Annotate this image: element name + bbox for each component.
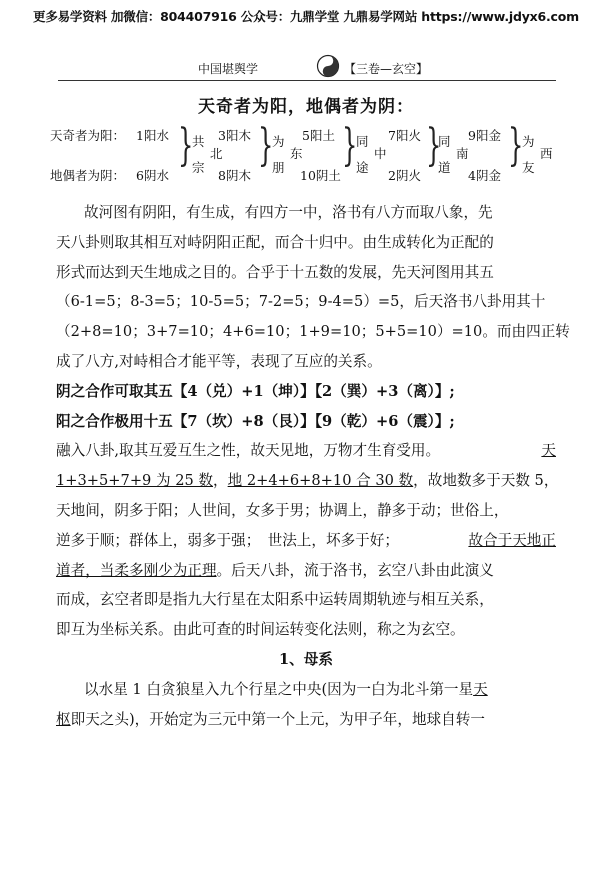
brace: }: [426, 120, 442, 171]
top-banner: 更多易学资料 加微信：804407916 公众号：九鼎学堂 九鼎易学网站 https://www.jdyx6.com: [33, 9, 579, 24]
group-char: 友: [522, 160, 535, 175]
direction-label: 东: [290, 146, 303, 161]
group-char: 同: [356, 134, 369, 149]
number-top: 5阳土: [302, 128, 335, 143]
brace: }: [508, 120, 524, 171]
number-bottom: 10阴土: [300, 168, 341, 183]
number-bottom: 2阴火: [388, 168, 421, 183]
hetu-table: [0, 120, 612, 190]
running-header: [58, 54, 556, 81]
row-label-earth: 地偶者为阴：: [50, 168, 126, 183]
underlined-text: 故合于天地正: [468, 531, 556, 549]
text-line: [56, 556, 556, 586]
group-char: 宗: [192, 160, 205, 175]
header-volume: 【三卷—玄空】: [344, 62, 429, 76]
text-segment: 即天之头)，开始定为三元中第一个上元，为甲子年，地球自转一: [70, 710, 485, 728]
yin-combination-line: 阴之合作可取其五【4（兑）+1（坤）】【2（巽）+3（离）】;: [56, 382, 455, 400]
underlined-text: 地 2+4+6+8+10 合 30 数: [227, 472, 414, 490]
brace: }: [258, 120, 274, 171]
page-title: 天奇者为阳，地偶者为阴：: [198, 97, 414, 117]
text-line: 故河图有阴阳，有生成，有四方一中，洛书有八方而取八象，先: [84, 204, 493, 221]
text-segment: 逆多于顺；群体上，弱多于强； 世法上，坏多于好；: [56, 531, 399, 549]
row-label-heaven: 天奇者为阳：: [50, 128, 126, 143]
yin-yang-logo-icon: [316, 54, 340, 78]
number-bottom: 4阴金: [468, 168, 501, 183]
text-line: [56, 705, 556, 735]
text-line: （2+8=10；3+7=10；4+6=10；1+9=10；5+5=10）=10。而由四正转: [56, 323, 570, 341]
number-top: 1阳水: [136, 128, 169, 143]
brace: }: [342, 120, 358, 171]
text-line: 形式而达到天生地成之目的。合乎于十五数的发展，先天河图用其五: [56, 263, 494, 281]
text-segment: 。后天八卦，流于洛书，玄空八卦由此演义: [216, 561, 494, 579]
text-line: （6-1=5；8-3=5；10-5=5；7-2=5；9-4=5）=5，后天洛书八卦用其十: [56, 293, 546, 311]
group-char: 道: [438, 160, 451, 175]
text-segment: ，故地数多于天数 5，: [413, 472, 559, 490]
underlined-text: 道者，当柔多刚少为正理: [56, 561, 217, 579]
text-line: 即互为坐标关系。由此可查的时间运转变化法则，称之为玄空。: [56, 621, 465, 639]
section-heading: 1、母系: [279, 650, 333, 668]
underlined-text: 天: [541, 442, 556, 460]
text-line: [56, 675, 556, 705]
text-line: 成了八方,对峙相合才能平等，表现了互应的关系。: [56, 352, 382, 370]
text-segment: 以水星 1 白贪狼星入九个行星之中央(因为一白为北斗第一星: [84, 680, 474, 698]
group-char: 同: [438, 134, 451, 149]
underlined-text: 1+3+5+7+9 为 25 数: [56, 472, 214, 490]
text-line: [56, 466, 559, 496]
group-char: 为: [272, 134, 285, 149]
text-segment: 融入八卦,取其互爱互生之性，故天见地，万物才生育受用。: [56, 442, 441, 460]
header-book-title: 中国堪舆学: [198, 62, 259, 76]
number-bottom: 6阴水: [136, 168, 169, 183]
group-char: 途: [356, 160, 369, 175]
text-line: 天八卦则取其相互对峙阴阳正配，而合十归中。由生成转化为正配的: [56, 233, 494, 251]
number-bottom: 8阴木: [218, 168, 251, 183]
text-line: 天地间，阴多于阳；人世间，女多于男；协调上，静多于动；世俗上，: [56, 501, 509, 519]
direction-label: 西: [540, 146, 553, 161]
text-segment: ，: [213, 472, 228, 490]
underlined-text: 天: [473, 680, 488, 698]
group-char: 共: [192, 134, 205, 149]
direction-label: 南: [456, 146, 469, 161]
underlined-text: 枢: [56, 710, 71, 728]
yang-combination-line: 阳之合作极用十五【7（坎）+8（艮）】【9（乾）+6（震）】;: [56, 412, 455, 430]
text-line: [56, 526, 556, 556]
direction-label: 北: [210, 146, 223, 161]
direction-label: 中: [374, 146, 387, 161]
text-line: [56, 436, 556, 466]
brace: }: [178, 120, 194, 171]
number-top: 7阳火: [388, 128, 421, 143]
number-top: 9阳金: [468, 128, 501, 143]
body-text: [56, 198, 570, 734]
group-char: 为: [522, 134, 535, 149]
group-char: 朋: [272, 160, 285, 175]
number-top: 3阳木: [218, 128, 251, 143]
text-line: 而成，玄空者即是指九大行星在太阳系中运转周期轨迹与相互关系，: [56, 591, 494, 609]
